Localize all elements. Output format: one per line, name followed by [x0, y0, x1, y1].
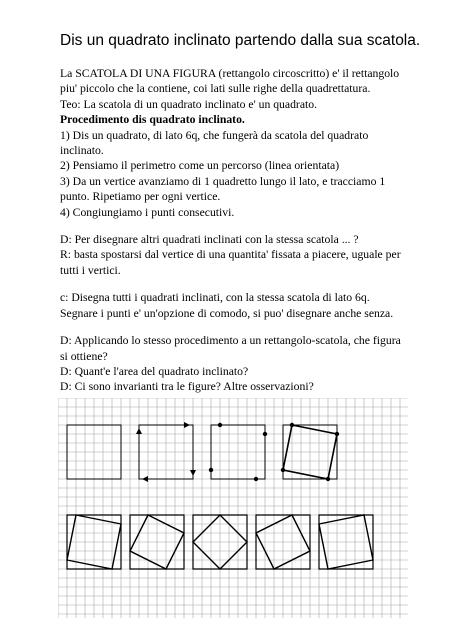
intro-paragraph: La SCATOLA DI UNA FIGURA (rettangolo circoscritto) e' il rettangolo piu' piccolo che la contiene, coi lati sulle righe della quadrettatura. — [60, 67, 400, 96]
vertex-point — [290, 423, 294, 427]
body-text — [60, 66, 405, 395]
vertex-point — [218, 423, 222, 427]
vertex-point — [326, 477, 330, 481]
question-line: D: Applicando lo stesso procedimento a un rettangolo-scatola, che figura si ottiene? — [60, 334, 401, 363]
procedure-step: 4) Congiungiamo i punti consecutivi. — [60, 205, 235, 219]
vertex-point — [281, 468, 285, 472]
question-line: D: Ci sono invarianti tra le figure? Altre osservazioni? — [60, 380, 314, 394]
question-line: D: Quant'e l'area del quadrato inclinato? — [60, 364, 249, 378]
vertex-point — [209, 468, 213, 472]
vertex-point — [263, 432, 267, 436]
task-paragraph: c: Disegna tutti i quadrati inclinati, con la stessa scatola di lato 6q. Segnare i punti e' un'opzione di comodo, si puo' disegnare anche senza. — [60, 291, 394, 320]
theorem-line: Teo: La scatola di un quadrato inclinato e' un quadrato. — [60, 97, 318, 111]
page-title: Dis un quadrato inclinato partendo dalla sua scatola. — [60, 32, 421, 49]
grid-figure — [58, 398, 408, 618]
procedure-step: 1) Dis un quadrato, di lato 6q, che fungerà da scatola del quadrato inclinato. — [60, 128, 369, 158]
procedure-heading: Procedimento dis quadrato inclinato. — [60, 113, 245, 127]
procedure-step: 3) Da un vertice avanziamo di 1 quadretto lungo il lato, e tracciamo 1 punto. Ripetiamo per ogni vertice. — [60, 174, 386, 204]
question-line: D: Per disegnare altri quadrati inclinati con la stessa scatola ... ? — [60, 233, 359, 247]
vertex-point — [335, 432, 339, 436]
procedure-step: 2) Pensiamo il perimetro come un percorso (linea orientata) — [60, 159, 340, 173]
answer-line: R: basta spostarsi dal vertice di una quantita' fissata a piacere, uguale per tutti i vertici. — [60, 248, 401, 277]
vertex-point — [254, 477, 258, 481]
